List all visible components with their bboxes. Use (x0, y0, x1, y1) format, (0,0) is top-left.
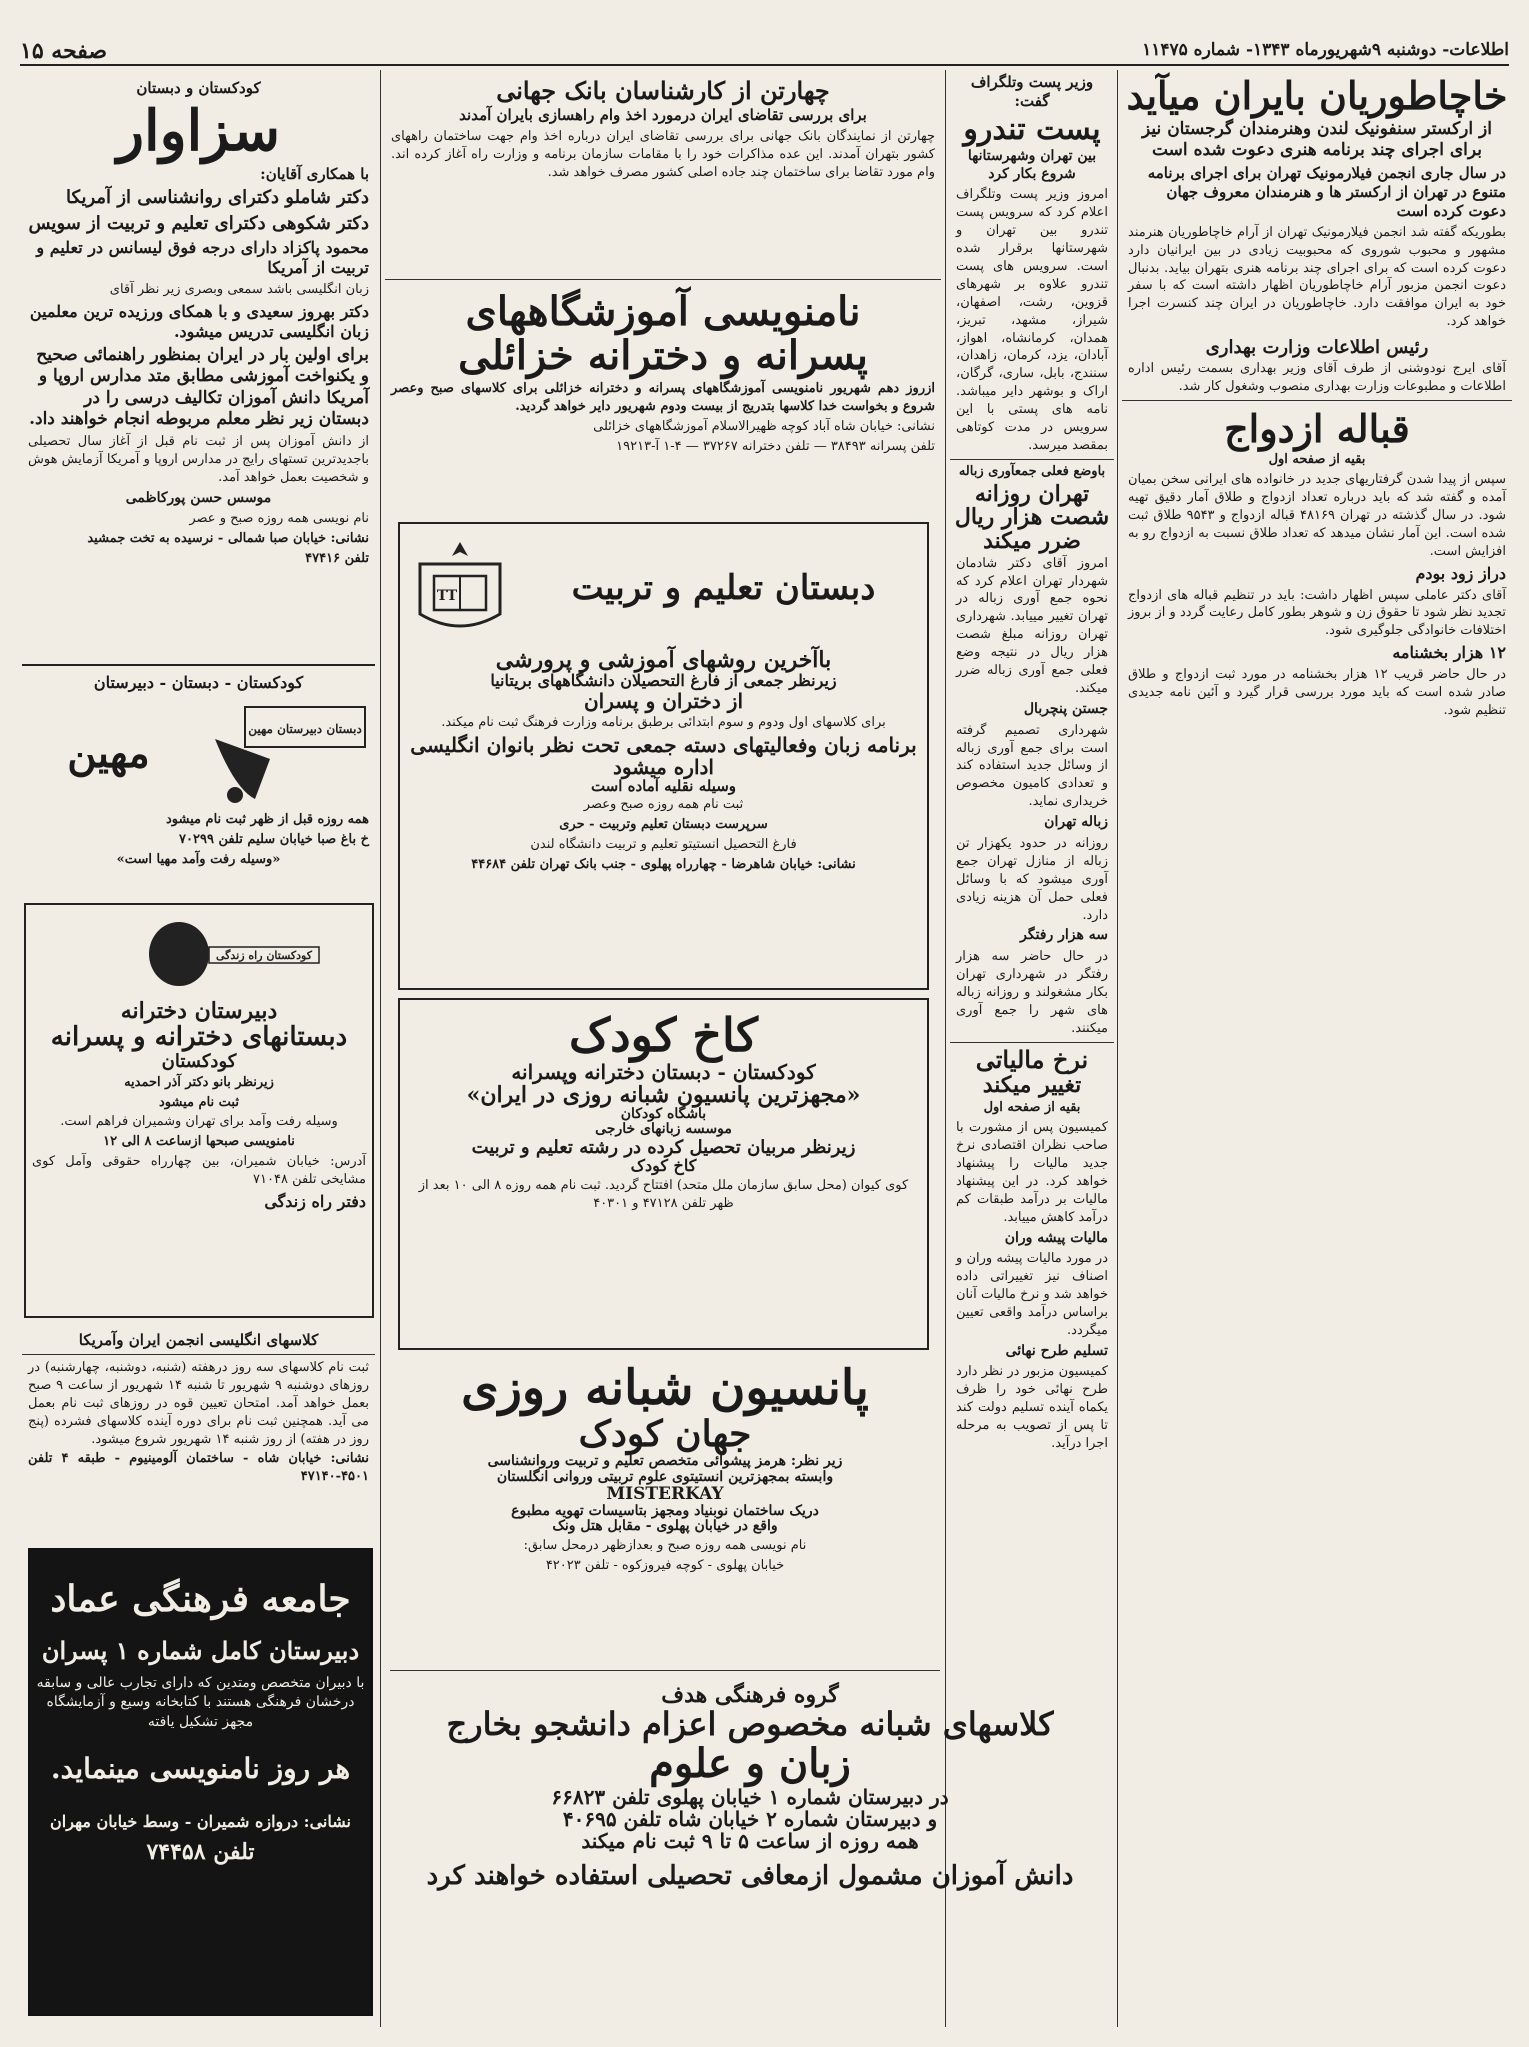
ad-title: نامنویسی آموزشگاههای (465, 288, 861, 335)
story-lead: در سال جاری انجمن فیلارمونیک تهران برای اجرای برنامه متنوع در تهران از ارکستر ها و هنرمندان معروف جهان دعوت کرده است (1147, 164, 1506, 220)
ad-kakh-koudak (398, 998, 929, 1350)
ad-line: واقع در خیابان پهلوی - مقابل هتل ونک (552, 1518, 778, 1535)
ad-line: وابسته بمجهزترین انستیتوی علوم تربیتی وروانی انگلستان (496, 1468, 834, 1485)
ad-body: ازروز دهم شهریور نامنویسی آموزشگاههای پسرانه و دخترانه خزائلی برای کلاسهای صبح وعصر شروع و بخواست خدا کلاسها بتدریج از بیست ودوم شهریور دایر خواهد گردید. (391, 381, 935, 414)
ad-line: «وسیله رفت وآمد مهیا است» (116, 851, 281, 867)
school-emblem-icon (400, 534, 520, 644)
story-body: امروز آقای دکتر شادمان شهردار تهران اعلام کرد که نحوه جمع آوری زباله در تهران تغییر مییابد. شهرداری تهران روزانه مبلغ شصت هزار ریال در نتیجه وضع فعلی جمع آوری زباله ضرر میکند. (956, 555, 1108, 697)
ad-pansion (390, 1358, 940, 1671)
ad-title: سزاوار (116, 97, 281, 164)
ad-line: باآخرین روشهای آموزشی و پرورشی (495, 647, 832, 673)
ad-anjoman (22, 1328, 375, 1533)
ad-signature: دفتر راه زندگی (264, 1192, 366, 1212)
ad-line: دانش آموزان مشمول ازمعافی تحصیلی استفاده خواهند کرد (426, 1861, 1074, 1892)
story-body: چهارتن از نمایندگان بانک جهانی برای بررسی تقاضای ایران درباره اخذ وام جهت ساختمان راههای کشور بتهران آمدند. این عده مذاکرات خود را با مقامات سازمان برنامه و وزارت راه آغاز کرده اند. وام مورد تقاضا برای ساختمان چند جاده اصلی کشور مصرف خواهد شد. (391, 128, 935, 180)
rah-logo-text: کودکستان راه زندگی (216, 949, 312, 962)
ad-body: ثبت نام کلاسهای سه روز درهفته (شنبه، دوشنبه، چهارشنبه) در روزهای دوشنبه ۹ شهریور تا شنبه ۱۴ شهریور از ساعت ۹ صبح بعمل خواهد آمد. امتحان تعیین قوه در روزهای ثبت نام بعمل می آید. همچنین ثبت نام برای دوره آینده کلاسهای فشرده (پنج روز در هفته) از روز شنبه ۱۴ شهریور شروع میشود. (28, 1359, 369, 1447)
story-body: در مورد مالیات پیشه وران و اصناف نیز تغییراتی داده خواهد شد و نرخ مالیات آنان براساس درآمد واقعی تعیین میگردد. (956, 1251, 1108, 1338)
story-title: نرخ مالیاتی (975, 1044, 1089, 1074)
ad-line: برنامه زبان وفعالیتهای دسته جمعی تحت نظر بانوان انگلیسی اداره میشود (410, 732, 917, 779)
story-body: سپس از پیدا شدن گرفتاریهای جدید در خانواده های ایرانی سخن بمیان آمده و گفته شد که باید درباره تعداد ازدواج و طلاق آمار دقیق تهیه شود. در سال گذشته در تهران ۴۸۱۶۹ قباله ازدواج و ۹۵۴۳ طلاق ثبت شده است. این آمار نشان میدهد که تعداد طلاق نسبت به ازدواج رو به افزایش است. (1128, 471, 1507, 559)
ad-title: پانسیون شبانه روزی (461, 1360, 869, 1416)
emblem-letters: TT (436, 588, 458, 604)
ad-address: نشانی: خیابان صبا شمالی - نرسیده به تخت جمشید (87, 531, 369, 547)
ad-line: موسس حسن پورکاظمی (125, 489, 272, 506)
ad-address: نشانی: خیابان شاهرضا - چهارراه پهلوی - جنب بانک تهران تلفن ۴۴۶۸۴ (471, 857, 856, 873)
mahin-logo (195, 699, 375, 809)
ad-line: دبیرستان کامل شماره ۱ پسران (41, 1635, 360, 1665)
ad-line: نام نویسی همه روزه صبح و عصر (189, 511, 369, 527)
ad-kicker: کودکستان و دبستان (136, 79, 261, 97)
ad-title: زبان و علوم (649, 1740, 851, 1788)
story-title: تغییر میکند (982, 1071, 1082, 1098)
story-body: کمیسیون پس از مشورت با صاحب نظران اقتصادی نرخ جدید مالیات را پیشنهاد خواهد کرد. در این پیشنهاد مالیات بر درآمد طبقات کم درآمد کاهش مییابد. (956, 1119, 1108, 1225)
ad-line: کودکستان - دبستان دخترانه وپسرانه (511, 1059, 816, 1084)
story-continued: بقیه از صفحه اول (1268, 451, 1366, 467)
ad-address: کوی کیوان (محل سابق سازمان ملل متحد) افتتاح گردید. ثبت نام همه روزه ۸ الی ۱۰ بعد از ظهر تلفن ۴۷۱۲۸ و ۴۰۳۰۱ (418, 1177, 909, 1211)
story-bullet-heading: زباله تهران (1044, 814, 1108, 831)
ad-address: نشانی: خیابان شاه آباد کوچه ظهیرالاسلام آموزشگاههای خزائلی (593, 418, 935, 434)
ad-title: کاخ کودک (569, 1008, 758, 1062)
ad-title: کودکستان (161, 1050, 237, 1072)
ad-line: فارغ التحصیل انستیتو تعلیم و تربیت دانشگاه لندن (530, 837, 797, 853)
story-bullet-heading: مالیات پیشه وران (1004, 1229, 1108, 1246)
ad-line: دریک ساختمان نوبنیاد ومجهز بتاسیسات تهویه مطبوع (511, 1502, 819, 1519)
column-rule (380, 70, 381, 2027)
ad-phone: تلفن ۷۴۴۵۸ (146, 1839, 255, 1866)
ad-title: کلاسهای شبانه مخصوص اعزام دانشجو بخارج (446, 1705, 1054, 1744)
ad-line: هر روز نامنویسی مینماید. (50, 1751, 351, 1785)
ad-line: و دبیرستان شماره ۲ خیابان شاه تلفن ۴۰۶۹۵ (562, 1807, 938, 1832)
story-title: قباله ازدواج (1224, 406, 1410, 452)
header-page-number: صفحه ۱۵ (20, 38, 108, 64)
story-continued: بقیه از صفحه اول (983, 1099, 1081, 1115)
story-title: خاچاطوریان بایران میآید (1126, 73, 1508, 118)
ad-line: از دختران و پسران (583, 688, 744, 713)
ad-line: همه روزه قبل از ظهر ثبت نام میشود (166, 812, 369, 827)
ad-phone: تلفن ۴۷۴۱۶ (305, 551, 369, 567)
story-body: بطوریکه گفته شد انجمن فیلارمونیک تهران از آرام خاچاطوریان هنرمند مشهور و محبوب شوروی که محبوبیت زیادی در بین ایرانیان دارد دعوت کرده است که برای اجرای چند برنامه هنری بتهران بیاید. بدنبال دعوت انجمن مزبور آرام خاچاطوریان اظهار داشته است که با سفر خود به ایران موافقت دارد. خاچاطوریان در ایران چند کنسرت اجرا خواهد کرد. (1128, 224, 1506, 330)
ad-address: خ باغ صبا خیابان سلیم تلفن ۷۰۲۹۹ (179, 831, 369, 847)
ad-line: سرپرست دبستان تعلیم وتربیت - حری (559, 817, 768, 833)
ad-talim-tarbiat (398, 522, 929, 990)
ad-line: زیرنظر جمعی از فارغ التحصیلان دانشگاههای بریتانیا (490, 671, 837, 691)
news-story (385, 70, 941, 275)
bell-logo-icon (195, 699, 375, 809)
ad-line: نام نویسی همه روزه صبح و بعدازظهر درمحل سابق: (523, 1537, 807, 1553)
ad-line: نامنویسی صبحها ازساعت ۸ الی ۱۲ (103, 1134, 295, 1150)
ad-line: محمود پاکزاد دارای درجه فوق لیسانس در تعلیم و تربیت از آمریکا (36, 238, 369, 278)
story-body: شهرداری تصمیم گرفته است برای جمع آوری زباله از وسائل جدید استفاده کند و تعدادی کامیون مخصوص خریداری نماید. (956, 722, 1108, 810)
story-title: چهارتن از کارشناسان بانک جهانی (496, 76, 830, 105)
ad-line: گروه فرهنگی هدف (661, 1682, 839, 1708)
story-bullet-heading: دراز زود بودم (1415, 563, 1506, 583)
story-subtitle: بین تهران وشهرستانها شروع بکار کرد (967, 148, 1097, 182)
story-kicker: باوضع فعلی جمعآوری زباله (958, 464, 1106, 480)
ad-line: با دبیران متخصص ومتدین که دارای تجارب عالی و سابقه درخشان فرهنگی هستند با کتابخانه وسیع و آزمایشگاه مجهز تشکیل یافته (36, 1674, 365, 1730)
story-body: امروز وزیر پست وتلگراف اعلام کرد که سرویس پست تندرو بین تهران و شهرستانها برقرار شده است. سرویس های پست تندرو علاوه بر شهرهای قزوین، رشت، اصفهان، شیراز، مشهد، تبریز، همدان، کرمانشاه، اهواز، آبادان، یزد، کرمان، زاهدان، سنندج، بابل، ساری، گرگان، اراک و بوشهر دایر میباشد. نامه های پستی با این سرویس در مدت کوتاهی بمقصد میرسد. (956, 187, 1108, 454)
ad-title: دبستانهای دخترانه و پسرانه (50, 1022, 348, 1053)
ad-line: زیر نظر: هرمز پیشوائی متخصص تعلیم و تربیت وروانشناسی (487, 1453, 843, 1470)
story-title: تهران روزانه شصت هزار ریال ضرر میکند (954, 481, 1110, 554)
ad-line: «مجهزترین پانسیون شبانه روزی در ایران» (466, 1081, 861, 1108)
story-subtitle: برای بررسی تقاضای ایران درمورد اخذ وام راهسازی بایران آمدند (459, 106, 867, 125)
ad-line: دکتر شکوهی دکترای تعلیم و تربیت از سویس (28, 212, 369, 234)
ad-line: دکتر بهروز سعیدی و با همکای ورزیده ترین معلمین زبان انگلیسی تدریس میشود. (29, 302, 369, 342)
mahin-logo-text: دبستان دبیرستان مهین (248, 722, 362, 736)
ad-line: با همکاری آقایان: (260, 165, 369, 184)
ad-khazaeli (385, 284, 941, 499)
story-body: کمیسیون مزبور در نظر دارد طرح نهائی خود را ظرف یکماه آینده تسلیم دولت کند تا پس از تصویب به مرحله اجرا درآید. (956, 1364, 1108, 1451)
story-title: رئیس اطلاعات وزارت بهداری (1205, 337, 1429, 359)
story-body: آقای ایرج نودوشنی از طرف آقای وزیر بهداری بسمت رئیس اداره اطلاعات و مطبوعات وزارت بهداری منصوب وشغول کار شد. (1128, 361, 1506, 395)
ad-line: دکتر شاملو دکترای روانشناسی از آمریکا (66, 187, 369, 209)
ad-line: برای اولین بار در ایران بمنظور راهنمائی صحیح و یکنواخت آموزشی مطابق متد مدارس اروپا و آمریکا دانش آموزان تکالیف درسی را در دبستان زیر نظر معلم مربوطه انجام خواهند داد. (29, 345, 369, 429)
ad-title: جامعه فرهنگی عماد (50, 1578, 351, 1620)
ad-hadaf (390, 1675, 1110, 2027)
story-bullet-heading: سه هزار رفتگر (1020, 927, 1108, 944)
right-column (1122, 70, 1512, 2027)
ad-line: از دانش آموزان پس از ثبت نام قبل از آغاز سال تحصیلی باجدیدترین تستهای رایج در مدارس اروپا و آمریکا آزمایش هوش و شخصیت بعمل خواهد آمد. (28, 434, 369, 485)
ad-line: در دبیرستان شماره ۱ خیابان پهلوی تلفن ۶۶۸۲۳ (551, 1785, 949, 1810)
ad-title: مهین (67, 730, 150, 777)
ad-line: همه روزه از ساعت ۵ تا ۹ ثبت نام میکند (581, 1829, 919, 1854)
story-kicker: وزیر پست وتلگراف گفت: (970, 73, 1094, 110)
story-body: در حال حاضر قریب ۱۲ هزار بخشنامه در مورد ثبت ازدواج و طلاق صادر شده است که باید مورد بررسی قرار گیرد و آئین نامه جدیدی تنظیم شود. (1128, 667, 1506, 719)
ad-line: برای کلاسهای اول ودوم و سوم ابتدائی برطبق برنامه وزارت فرهنگ ثبت نام میکند. (441, 714, 886, 730)
walking-man-logo-icon (29, 909, 369, 999)
ad-sazavar (22, 76, 375, 656)
ad-phones: تلفن پسرانه ۳۸۴۹۳ — تلفن دخترانه ۳۷۲۶۷ — ۴-۱ آ-۱۹۲۱۳ (616, 438, 935, 454)
ad-emad (28, 1548, 373, 2016)
story-body: روزانه در حدود یکهزار تن زباله از منازل تهران جمع آوری میشود که با وسائل فعلی حمل آن هزینه زیادی دارد. (956, 835, 1108, 923)
page-header (20, 38, 1509, 66)
ad-title: کلاسهای انگلیسی انجمن ایران وآمریکا (78, 1331, 319, 1349)
ad-line: زیرنظر مربیان تحصیل کرده در رشته تعلیم و تربیت (471, 1136, 856, 1158)
ad-line: باشگاه کودکان (620, 1105, 707, 1122)
story-title: پست تندرو (963, 111, 1101, 147)
ad-address: آدرس: خیابان شمیران، بین چهارراه حقوقی وآمل کوی مشایخی تلفن ۷۱۰۴۸ (32, 1154, 366, 1188)
ad-address: نشانی: دروازه شمیران - وسط خیابان مهران (50, 1811, 351, 1831)
ad-line: ثبت نام همه روزه صبح وعصر (583, 797, 744, 813)
ad-line: وسیله رفت وآمد برای تهران وشمیران فراهم است. (60, 1114, 338, 1130)
ad-line: موسسه زبانهای خارجی (595, 1121, 732, 1138)
ad-line: زبان انگلیسی باشد سمعی وبصری زیر نظر آقای (109, 282, 369, 298)
ad-title: دبیرستان دخترانه (120, 998, 278, 1024)
ad-mahin (22, 670, 375, 895)
ad-line: کاخ کودک (630, 1156, 697, 1176)
ad-title: جهان کودک (578, 1412, 752, 1455)
ad-title: پسرانه و دخترانه خزائلی (458, 332, 868, 379)
header-issue: اطلاعات- دوشنبه ۹شهریورماه ۱۳۴۳- شماره ۱۱۴۷۵ (1142, 40, 1509, 60)
ad-title: دبستان تعلیم و تربیت (571, 568, 876, 609)
story-body: در حال حاضر سه هزار رفتگر در شهرداری تهران بکار مشغولند و روزانه زباله های شهر را جمع آوری میکنند. (956, 948, 1108, 1036)
story-subtitle: از ارکستر سنفونیک لندن وهنرمندان گرجستان نیز برای اجرای چند برنامه هنری دعوت شده است (1142, 118, 1492, 161)
ad-rah-zendegi (24, 903, 374, 1318)
story-bullet-heading: ۱۲ هزار بخشنامه (1392, 643, 1506, 663)
ad-line: زیرنظر بانو دکتر آذر احمدیه (124, 1074, 274, 1090)
ad-line: MISTERKAY (606, 1484, 724, 1505)
story-bullet-heading: جستن پنچربال (1023, 701, 1108, 718)
column-rule (1117, 70, 1118, 2027)
ad-kicker: کودکستان - دبستان - دبیرستان (93, 673, 304, 692)
ad-line: ثبت نام میشود (159, 1094, 239, 1110)
ad-line: وسیله نقلیه آماده است (590, 776, 737, 795)
story-body: آقای دکتر عاملی سپس اظهار داشت: باید در تنظیم قباله های ازدواج تجدید نظر شود تا حقوق زن و شوهر بطور کامل رعایت گردد و از بروز اختلافات خانوادگی جلوگیری شود. (1128, 587, 1506, 639)
ad-address: خیابان پهلوی - کوچه فیروزکوه - تلفن ۴۲۰۲۳ (545, 1557, 785, 1573)
story-bullet-heading: تسلیم طرح نهائی (1005, 1342, 1108, 1359)
ad-address: نشانی: خیابان شاه - ساختمان آلومینیوم - طبقه ۴ تلفن ۴۵۰۱-۴۷۱۴۰ (28, 1451, 370, 1485)
